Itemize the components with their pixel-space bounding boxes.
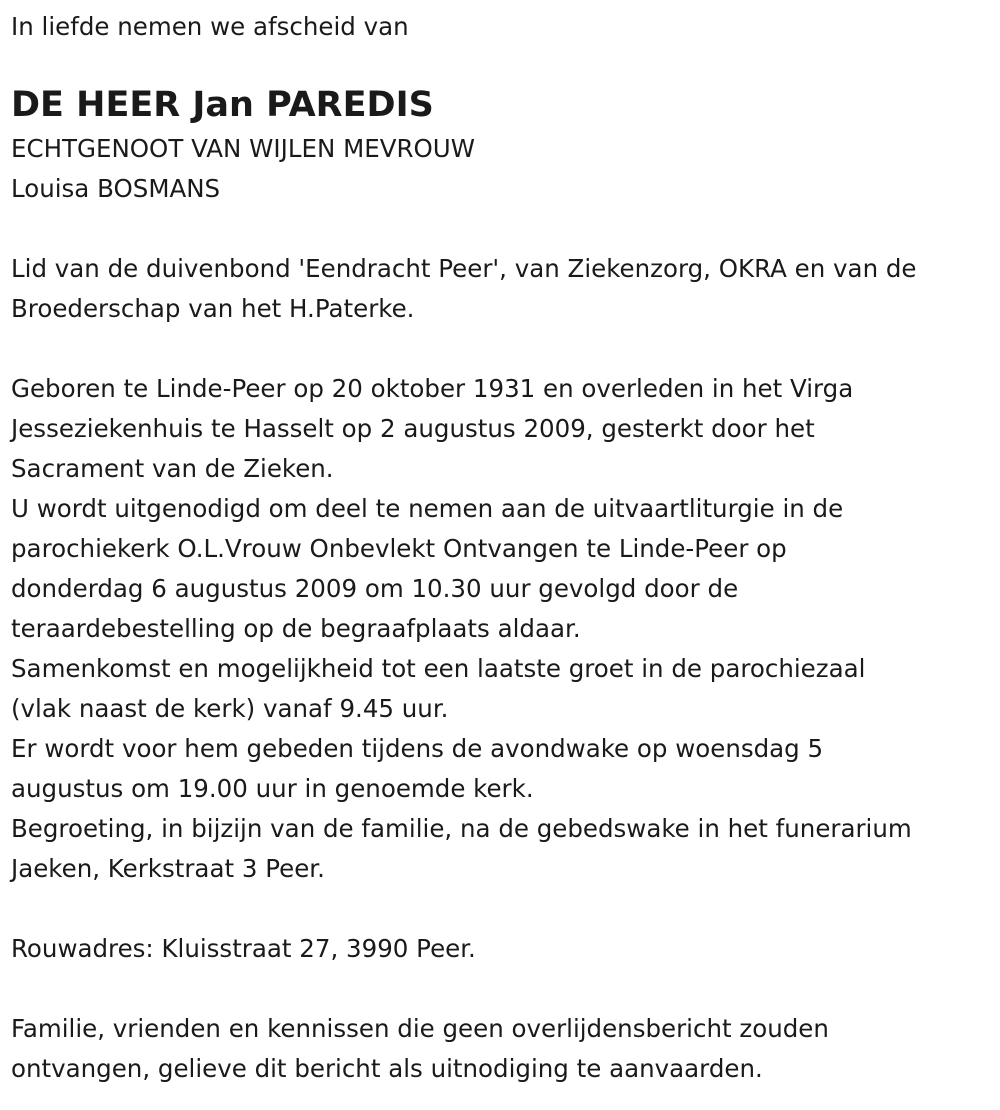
closing-paragraph [11,1009,990,1089]
details-line: Geboren te Linde-Peer op 20 oktober 1931 en overleden in het Virga [11,374,854,403]
details-paragraph [11,369,990,889]
details-line: Sacrament van de Zieken. [11,454,334,483]
details-line: parochiekerk O.L.Vrouw Onbevlekt Ontvangen te Linde-Peer op [11,534,787,563]
details-line: Jesseziekenhuis te Hasselt op 2 augustus 2009, gesterkt door het [11,414,815,443]
details-line: donderdag 6 augustus 2009 om 10.30 uur gevolgd door de [11,574,739,603]
spacer [11,889,990,929]
spacer [11,329,990,369]
mourning-address: Rouwadres: Kluisstraat 27, 3990 Peer. [11,934,476,963]
deceased-name: DE HEER Jan PAREDIS [11,85,434,125]
spacer [11,47,990,81]
details-line: teraardebestelling op de begraafplaats aldaar. [11,614,581,643]
closing-line: ontvangen, gelieve dit bericht als uitnodiging te aanvaarden. [11,1054,763,1083]
membership-paragraph [11,249,990,329]
details-line: augustus om 19.00 uur in genoemde kerk. [11,774,534,803]
details-line: Samenkomst en mogelijkheid tot een laatste groet in de parochiezaal [11,654,866,683]
membership-line: Broederschap van het H.Paterke. [11,294,415,323]
details-line: Jaeken, Kerkstraat 3 Peer. [11,854,325,883]
spacer [11,209,990,249]
spacer [11,969,990,1009]
details-line: U wordt uitgenodigd om deel te nemen aan de uitvaartliturgie in de [11,494,844,523]
details-line: Begroeting, in bijzijn van de familie, na de gebedswake in het funerarium [11,814,912,843]
membership-line: Lid van de duivenbond 'Eendracht Peer', van Ziekenzorg, OKRA en van de [11,254,917,283]
details-line: Er wordt voor hem gebeden tijdens de avondwake op woensdag 5 [11,734,824,763]
details-line: (vlak naast de kerk) vanaf 9.45 uur. [11,694,449,723]
intro-line: In liefde nemen we afscheid van [11,12,409,41]
spouse-line-2: Louisa BOSMANS [11,174,221,203]
spouse-line-1: ECHTGENOOT VAN WIJLEN MEVROUW [11,134,475,163]
closing-line: Familie, vrienden en kennissen die geen overlijdensbericht zouden [11,1014,829,1043]
